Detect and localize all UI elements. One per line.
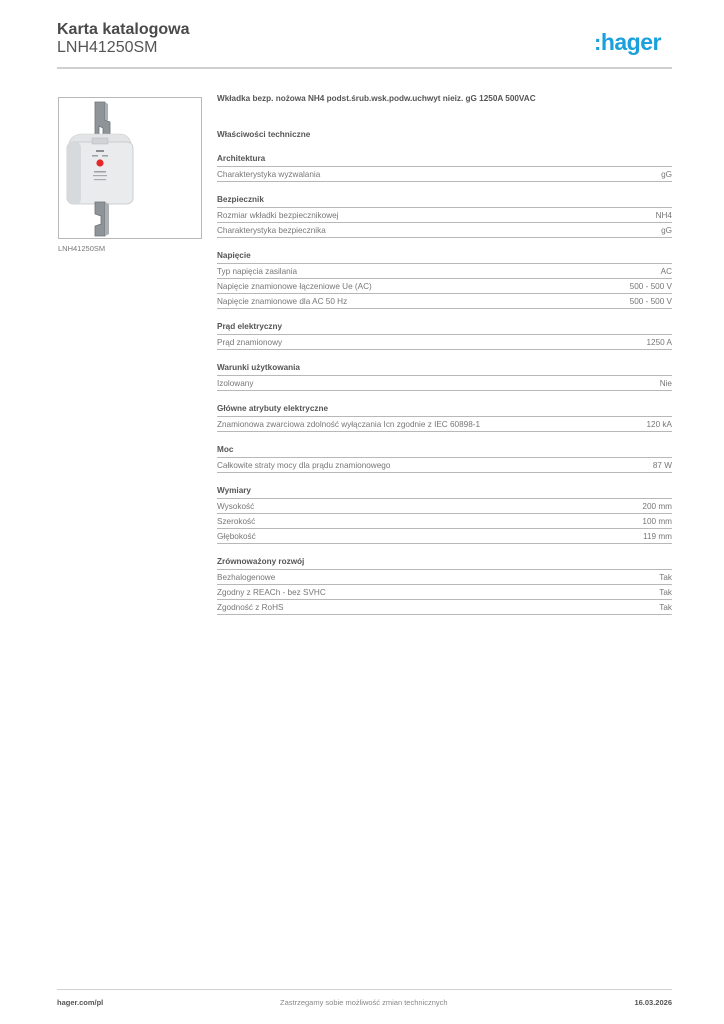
document-date: 16.03.2026: [634, 998, 672, 1007]
section-wymiary: [217, 485, 672, 544]
footer-divider: [57, 989, 672, 990]
spec-row: [217, 223, 672, 238]
properties-heading: Właściwości techniczne: [217, 130, 311, 139]
logo-text: hager: [600, 29, 661, 55]
spec-label: Charakterystyka bezpiecznika: [217, 226, 326, 235]
spec-label: Prąd znamionowy: [217, 338, 283, 347]
spec-row: [217, 294, 672, 309]
section-title: Architektura: [217, 153, 672, 167]
spec-label: Zgodność z RoHS: [217, 603, 284, 612]
spec-label: Napięcie znamionowe łączeniowe Ue (AC): [217, 282, 372, 291]
section-title: Moc: [217, 444, 672, 458]
section-moc: [217, 444, 672, 473]
spec-row: [217, 499, 672, 514]
spec-value: 500 - 500 V: [629, 282, 672, 291]
spec-label: Bezhalogenowe: [217, 573, 276, 582]
spec-row: [217, 335, 672, 350]
spec-value: Tak: [659, 603, 672, 612]
spec-row: [217, 264, 672, 279]
spec-label: Znamionowa zwarciowa zdolność wyłączania Icn zgodnie z IEC 60898-1: [217, 420, 481, 429]
spec-value: gG: [661, 226, 672, 235]
section-title: Prąd elektryczny: [217, 321, 672, 335]
section-title: Główne atrybuty elektryczne: [217, 403, 672, 417]
spec-label: Głębokość: [217, 532, 256, 541]
disclaimer: Zastrzegamy sobie możliwość zmian technicznych: [280, 998, 448, 1007]
spec-value: AC: [660, 267, 672, 276]
spec-value: Tak: [659, 588, 672, 597]
spec-label: Napięcie znamionowe dla AC 50 Hz: [217, 297, 348, 306]
section-title: Warunki użytkowania: [217, 362, 672, 376]
spec-row: [217, 279, 672, 294]
section-title: Zrównoważony rozwój: [217, 556, 672, 570]
spec-content: [217, 93, 672, 615]
spec-row: [217, 600, 672, 615]
section-title: Napięcie: [217, 250, 672, 264]
section-glowne-atrybuty: [217, 403, 672, 432]
section-bezpiecznik: [217, 194, 672, 238]
logo-colon: :: [594, 30, 601, 55]
spec-value: 500 - 500 V: [629, 297, 672, 306]
spec-label: Izolowany: [217, 379, 254, 388]
section-zrownowazony-rozwoj: [217, 556, 672, 615]
spec-value: Nie: [659, 379, 672, 388]
spec-label: Rozmiar wkładki bezpiecznikowej: [217, 211, 339, 220]
product-code: LNH41250SM: [57, 39, 158, 56]
spec-row: [217, 514, 672, 529]
section-title: Wymiary: [217, 485, 672, 499]
spec-label: Szerokość: [217, 517, 256, 526]
spec-row: [217, 167, 672, 182]
spec-value: 1250 A: [646, 338, 672, 347]
section-prad-elektryczny: [217, 321, 672, 350]
spec-value: gG: [661, 170, 672, 179]
spec-row: [217, 585, 672, 600]
spec-row: [217, 570, 672, 585]
fuse-illustration-icon: [59, 98, 201, 238]
spec-value: 120 kA: [646, 420, 672, 429]
header-divider: [57, 67, 672, 69]
spec-row: [217, 458, 672, 473]
spec-label: Charakterystyka wyzwalania: [217, 170, 321, 179]
spec-label: Typ napięcia zasilania: [217, 267, 298, 276]
spec-row: [217, 417, 672, 432]
section-architektura: [217, 153, 672, 182]
hager-logo: [594, 28, 661, 57]
spec-label: Całkowite straty mocy dla prądu znamionowego: [217, 461, 391, 470]
spec-value: NH4: [655, 211, 672, 220]
image-caption: LNH41250SM: [58, 244, 106, 253]
spec-row: [217, 529, 672, 544]
section-title: Bezpiecznik: [217, 194, 672, 208]
product-image: [58, 97, 202, 239]
page-title: Karta katalogowa: [57, 21, 190, 38]
product-description: Wkładka bezp. nożowa NH4 podst.śrub.wsk.podw.uchwyt nieiz. gG 1250A 500VAC: [217, 94, 536, 103]
website-link[interactable]: hager.com/pl: [57, 998, 104, 1007]
spec-value: 87 W: [652, 461, 672, 470]
spec-row: [217, 376, 672, 391]
section-napiecie: [217, 250, 672, 309]
spec-value: Tak: [659, 573, 672, 582]
spec-value: 100 mm: [642, 517, 672, 526]
spec-value: 200 mm: [642, 502, 672, 511]
spec-value: 119 mm: [643, 532, 672, 541]
spec-label: Wysokość: [217, 502, 255, 511]
section-warunki-uzytkowania: [217, 362, 672, 391]
spec-label: Zgodny z REACh - bez SVHC: [217, 588, 326, 597]
spec-row: [217, 208, 672, 223]
